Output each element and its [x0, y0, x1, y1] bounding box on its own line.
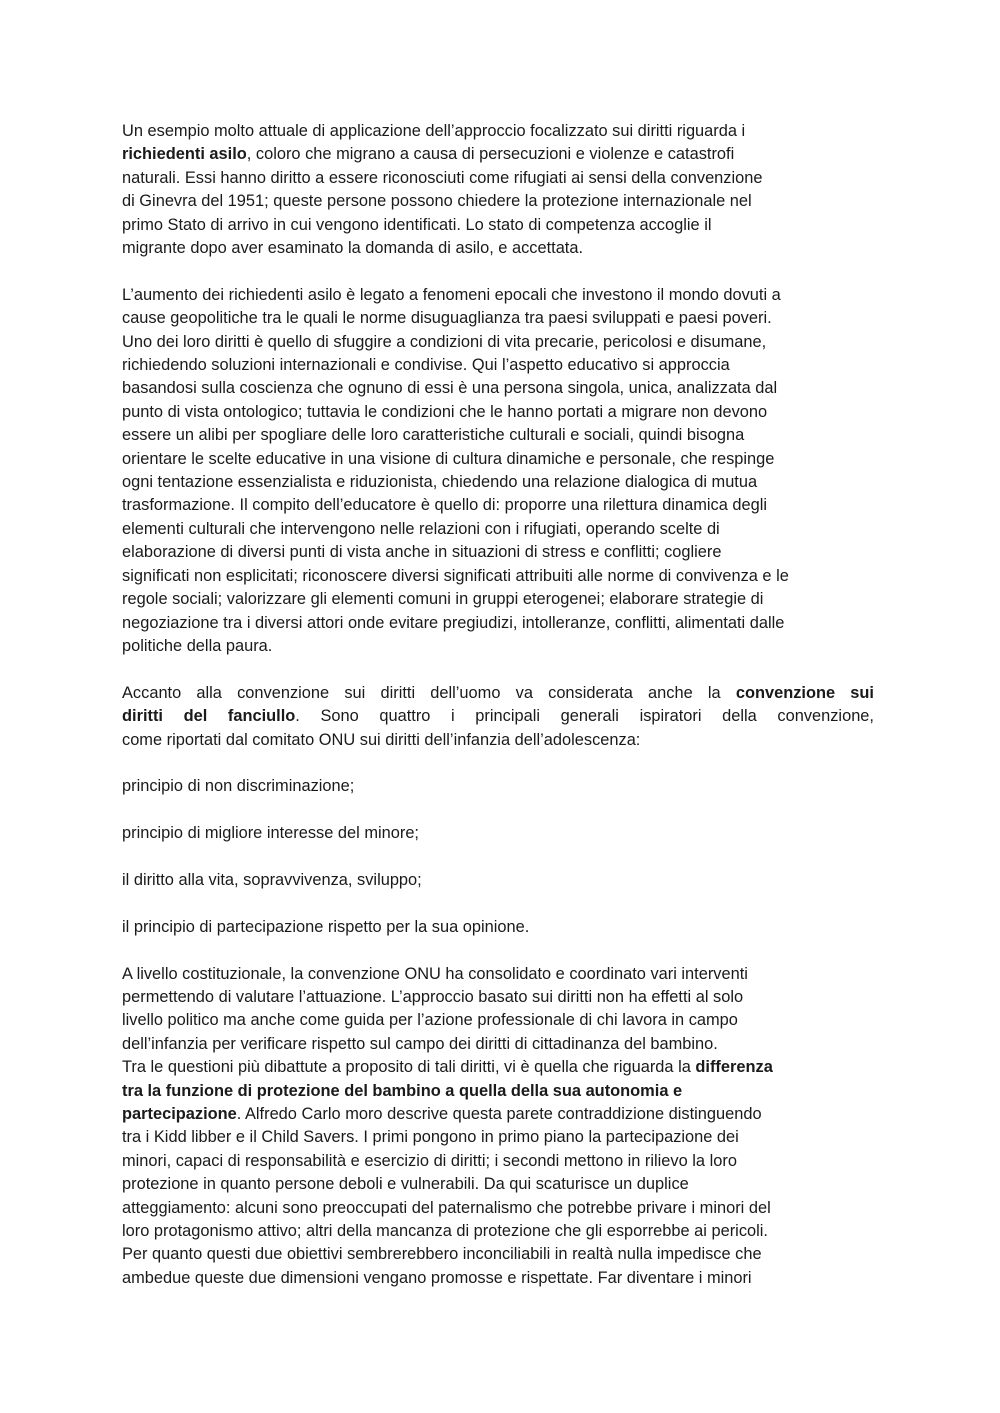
text-line	[122, 143, 874, 166]
text-run: Tra le questioni più dibattute a proposito di tali diritti, vi è quella che riguarda la	[122, 1058, 696, 1077]
text-line	[122, 1267, 874, 1290]
bold-text: diritti del fanciullo	[122, 707, 296, 726]
text-run: come riportati dal comitato ONU sui diritti dell’infanzia dell’adolescenza:	[122, 730, 641, 749]
text-run: elementi culturali che intervengono nelle relazioni con i rifugiati, operando scelte di	[122, 519, 720, 538]
text-line	[122, 494, 874, 517]
text-run: primo Stato di arrivo in cui vengono identificati. Lo stato di competenza accoglie il	[122, 215, 712, 234]
paragraph-spacer	[122, 846, 874, 869]
text-run: protezione in quanto persone deboli e vulnerabili. Da qui scaturisce un duplice	[122, 1175, 689, 1194]
text-line	[122, 401, 874, 424]
text-line	[122, 1126, 874, 1149]
text-line	[122, 1243, 874, 1266]
text-line	[122, 682, 874, 705]
paragraph-spacer	[122, 260, 874, 283]
text-line	[122, 541, 874, 564]
text-line	[122, 120, 874, 143]
text-run: Uno dei loro diritti è quello di sfuggire a condizioni di vita precarie, pericolosi e disumane,	[122, 332, 767, 351]
text-line	[122, 916, 874, 939]
text-run: . Sono quattro i principali generali ispiratori della convenzione,	[295, 707, 874, 726]
paragraph-spacer	[122, 658, 874, 681]
text-line	[122, 1056, 874, 1079]
text-line	[122, 635, 874, 658]
text-line	[122, 237, 874, 260]
paragraph-p6	[122, 869, 874, 892]
text-line	[122, 471, 874, 494]
text-line	[122, 822, 874, 845]
text-line	[122, 1197, 874, 1220]
text-line	[122, 986, 874, 1009]
text-run: , coloro che migrano a causa di persecuzioni e violenze e catastrofi	[246, 145, 735, 164]
bold-text: richiedenti asilo	[122, 145, 247, 164]
text-run: il diritto alla vita, sopravvivenza, sviluppo;	[122, 870, 422, 889]
text-run: significati non esplicitati; riconoscere diversi significati attribuiti alle norme di convivenza e le	[122, 566, 789, 585]
text-line	[122, 167, 874, 190]
text-run: cause geopolitiche tra le quali le norme disuguaglianza tra paesi sviluppati e paesi poveri.	[122, 309, 772, 328]
text-run: punto di vista ontologico; tuttavia le condizioni che le hanno portati a migrare non devono	[122, 402, 768, 421]
text-line	[122, 1103, 874, 1126]
text-run: il principio di partecipazione rispetto per la sua opinione.	[122, 917, 530, 936]
text-line	[122, 331, 874, 354]
paragraph-p5	[122, 822, 874, 845]
text-line	[122, 354, 874, 377]
bold-text: partecipazione	[122, 1104, 237, 1123]
text-run: orientare le scelte educative in una visione di cultura dinamiche e personale, che respinge	[122, 449, 775, 468]
document-body	[122, 120, 874, 1290]
text-run: permettendo di valutare l’attuazione. L’approccio basato sui diritti non ha effetti al solo	[122, 987, 744, 1006]
text-run: minori, capaci di responsabilità e esercizio di diritti; i secondi mettono in rilievo la loro	[122, 1151, 737, 1170]
text-line	[122, 518, 874, 541]
paragraph-p1	[122, 120, 874, 260]
text-run: dell’infanzia per verificare rispetto sul campo dei diritti di cittadinanza del bambino.	[122, 1034, 718, 1053]
text-line	[122, 190, 874, 213]
text-line	[122, 729, 874, 752]
text-run: A livello costituzionale, la convenzione ONU ha consolidato e coordinato vari interventi	[122, 964, 748, 983]
text-run: migrante dopo aver esaminato la domanda di asilo, e accettata.	[122, 239, 584, 258]
text-line	[122, 448, 874, 471]
text-run: Un esempio molto attuale di applicazione dell’approccio focalizzato sui diritti riguarda i	[122, 122, 746, 140]
text-line	[122, 1220, 874, 1243]
bold-text: differenza	[695, 1058, 773, 1077]
paragraph-p8	[122, 963, 874, 1291]
text-line	[122, 424, 874, 447]
text-run: ambedue queste due dimensioni vengano promosse e rispettate. Far diventare i minori	[122, 1268, 752, 1287]
text-line	[122, 214, 874, 237]
text-line	[122, 612, 874, 635]
paragraph-spacer	[122, 752, 874, 775]
text-run: di Ginevra del 1951; queste persone possono chiedere la protezione internazionale nel	[122, 192, 752, 211]
text-run: trasformazione. Il compito dell’educatore è quello di: proporre una rilettura dinamica degli	[122, 496, 768, 515]
paragraph-p7	[122, 916, 874, 939]
text-run: richiedendo soluzioni internazionali e condivise. Qui l’aspetto educativo si approccia	[122, 356, 730, 375]
text-run: regole sociali; valorizzare gli elementi comuni in gruppi eterogenei; elaborare strategie di	[122, 590, 764, 609]
text-line	[122, 1080, 874, 1103]
text-line	[122, 1173, 874, 1196]
text-run: principio di non discriminazione;	[122, 777, 355, 796]
text-line	[122, 565, 874, 588]
text-line	[122, 588, 874, 611]
text-line	[122, 869, 874, 892]
paragraph-spacer	[122, 892, 874, 915]
paragraph-spacer	[122, 939, 874, 962]
text-line	[122, 775, 874, 798]
text-run: politiche della paura.	[122, 636, 273, 655]
paragraph-spacer	[122, 799, 874, 822]
text-line	[122, 1033, 874, 1056]
text-line	[122, 1009, 874, 1032]
text-run: Accanto alla convenzione sui diritti dell’uomo va considerata anche la	[122, 683, 736, 702]
text-run: negoziazione tra i diversi attori onde evitare pregiudizi, intolleranze, conflitti, alimentati dalle	[122, 613, 785, 632]
text-line	[122, 1150, 874, 1173]
text-run: essere un alibi per spogliare delle loro caratteristiche culturali e sociali, quindi bisogna	[122, 426, 745, 445]
paragraph-p4	[122, 775, 874, 798]
text-run: livello politico ma anche come guida per l’azione professionale di chi lavora in campo	[122, 1011, 738, 1030]
text-line	[122, 377, 874, 400]
bold-text: convenzione sui	[735, 683, 874, 702]
text-run: tra i Kidd libber e il Child Savers. I primi pongono in primo piano la partecipazione dei	[122, 1128, 739, 1147]
text-run: atteggiamento: alcuni sono preoccupati del paternalismo che potrebbe privare i minori del	[122, 1198, 771, 1217]
text-run: naturali. Essi hanno diritto a essere riconosciuti come rifugiati ai sensi della convenzione	[122, 168, 763, 187]
text-run: . Alfredo Carlo moro descrive questa parete contraddizione distinguendo	[236, 1104, 762, 1123]
paragraph-p3	[122, 682, 874, 752]
text-line	[122, 307, 874, 330]
bold-text: tra la funzione di protezione del bambino a quella della sua autonomia e	[122, 1081, 683, 1100]
text-line	[122, 963, 874, 986]
text-line	[122, 705, 874, 728]
text-run: loro protagonismo attivo; altri della mancanza di protezione che gli esporrebbe ai pericoli.	[122, 1221, 768, 1240]
text-run: elaborazione di diversi punti di vista anche in situazioni di stress e conflitti; cogliere	[122, 543, 722, 562]
paragraph-p2	[122, 284, 874, 659]
text-run: Per quanto questi due obiettivi sembrerebbero inconciliabili in realtà nulla impedisce che	[122, 1245, 762, 1264]
text-run: basandosi sulla coscienza che ognuno di essi è una persona singola, unica, analizzata dal	[122, 379, 778, 398]
text-run: L’aumento dei richiedenti asilo è legato a fenomeni epocali che investono il mondo dovuti a	[122, 285, 781, 304]
text-run: principio di migliore interesse del minore;	[122, 824, 419, 843]
text-line	[122, 284, 874, 307]
text-run: ogni tentazione essenzialista e riduzionista, chiedendo una relazione dialogica di mutua	[122, 473, 758, 492]
